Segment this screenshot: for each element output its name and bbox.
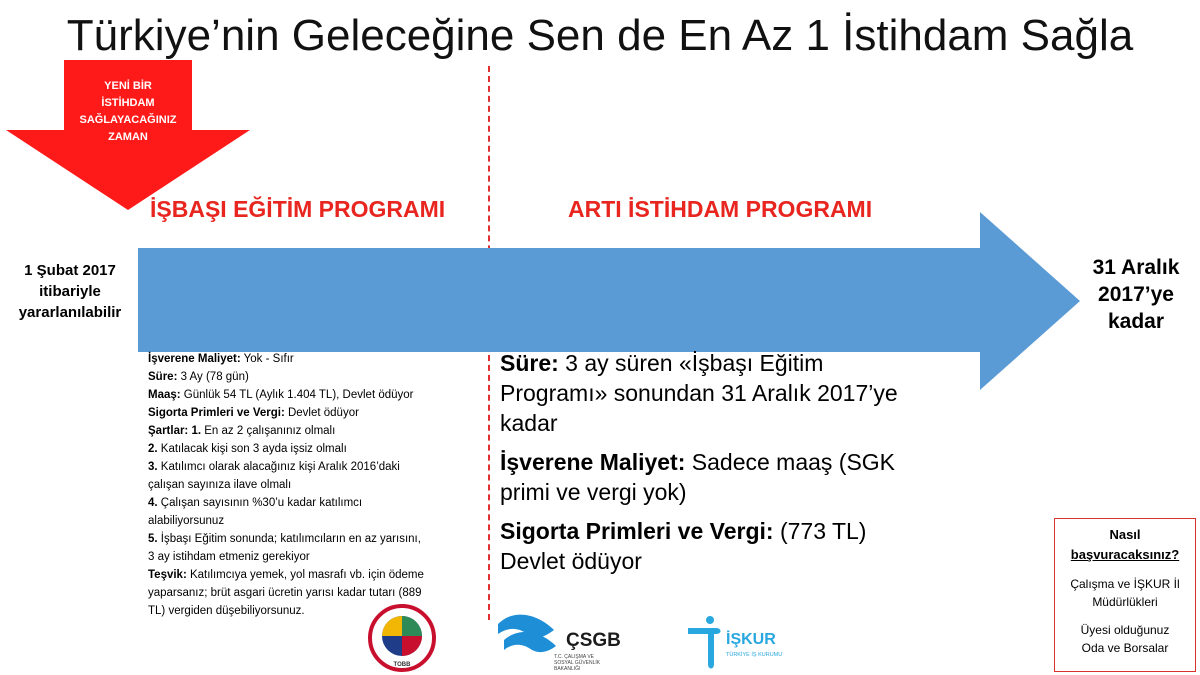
detail-maliyet: İşverene Maliyet: Sadece maaş (SGK primi ve vergi yok) [500, 449, 896, 505]
detail-sigorta: Sigorta Primleri ve Vergi: (773 TL) Devlet ödüyor [500, 518, 867, 574]
svg-text:T.C. ÇALIŞMA VE: T.C. ÇALIŞMA VE [554, 654, 595, 660]
start-date-label: 1 Şubat 2017 itibariyle yararlanılabilir [18, 262, 122, 321]
heading-isbasi-egitim: İŞBAŞI EĞİTİM PROGRAMI [150, 196, 446, 222]
svg-text:TOBB: TOBB [393, 662, 411, 668]
svg-text:BAKANLIĞI: BAKANLIĞI [554, 666, 581, 672]
end-date-label: 31 Aralık 2017’ye kadar [1092, 256, 1180, 333]
condition-4: 4. Çalışan sayısının %30’u kadar katılımcı alabiliyorsunuz [148, 497, 363, 527]
condition-5: 5. İşbaşı Eğitim sonunda; katılımcıların en az yarısını, 3 ay istihdam etmeniz gerekiyor [148, 533, 421, 563]
how-to-apply-box [1054, 518, 1196, 672]
isbasi-details [148, 350, 478, 620]
detail-sartlar: Şartlar: 1. En az 2 çalışanınız olmalı [148, 425, 336, 437]
detail-tesvik: Teşvik: Katılımcıya yemek, yol masrafı vb. için ödeme yaparsanız; brüt asgari ücretin yarısı kadar tutarı (889 TL) vergiden düşebiliyorsunuz. [148, 569, 424, 617]
apply-option-oda: Üyesi olduğunuz Oda ve Borsalar [1080, 623, 1170, 655]
arti-istihdam-details [500, 348, 980, 585]
tobb-logo-icon [368, 604, 436, 672]
svg-text:SOSYAL GÜVENLİK: SOSYAL GÜVENLİK [554, 660, 601, 666]
iskur-logo-icon [686, 614, 796, 670]
how-to-apply-question: Nasıl başvuracaksınız? [1070, 527, 1180, 562]
condition-3: 3. Katılımcı olarak alacağınız kişi Aralık 2016’daki çalışan sayınıza ilave olmalı [148, 461, 400, 491]
apply-option-iskur: Çalışma ve İŞKUR İl Müdürlükleri [1070, 577, 1180, 609]
detail-sigorta: Sigorta Primleri ve Vergi: Devlet ödüyor [148, 407, 359, 419]
down-arrow-label: YENİ BİR İSTİHDAM SAĞLAYACAĞINIZ ZAMAN [79, 80, 177, 143]
condition-2: 2. Katılacak kişi son 3 ayda işsiz olmalı [148, 443, 347, 455]
svg-text:İŞKUR: İŞKUR [726, 631, 776, 648]
detail-maas: Maaş: Günlük 54 TL (Aylık 1.404 TL), Devlet ödüyor [148, 389, 414, 401]
detail-maliyet: İşverene Maliyet: Yok - Sıfır [148, 353, 294, 365]
csgb-logo-icon [494, 606, 654, 674]
svg-text:TÜRKİYE İŞ KURUMU: TÜRKİYE İŞ KURUMU [726, 652, 783, 658]
detail-sure: Süre: 3 ay süren «İşbaşı Eğitim Programı» sonundan 31 Aralık 2017’ye kadar [500, 350, 898, 436]
page-title: Türkiye’nin Geleceğine Sen de En Az 1 İstihdam Sağla [66, 11, 1134, 60]
heading-arti-istihdam: ARTI İSTİHDAM PROGRAMI [568, 196, 873, 222]
svg-text:ÇSGB: ÇSGB [566, 630, 621, 651]
detail-sure: Süre: 3 Ay (78 gün) [148, 371, 249, 383]
